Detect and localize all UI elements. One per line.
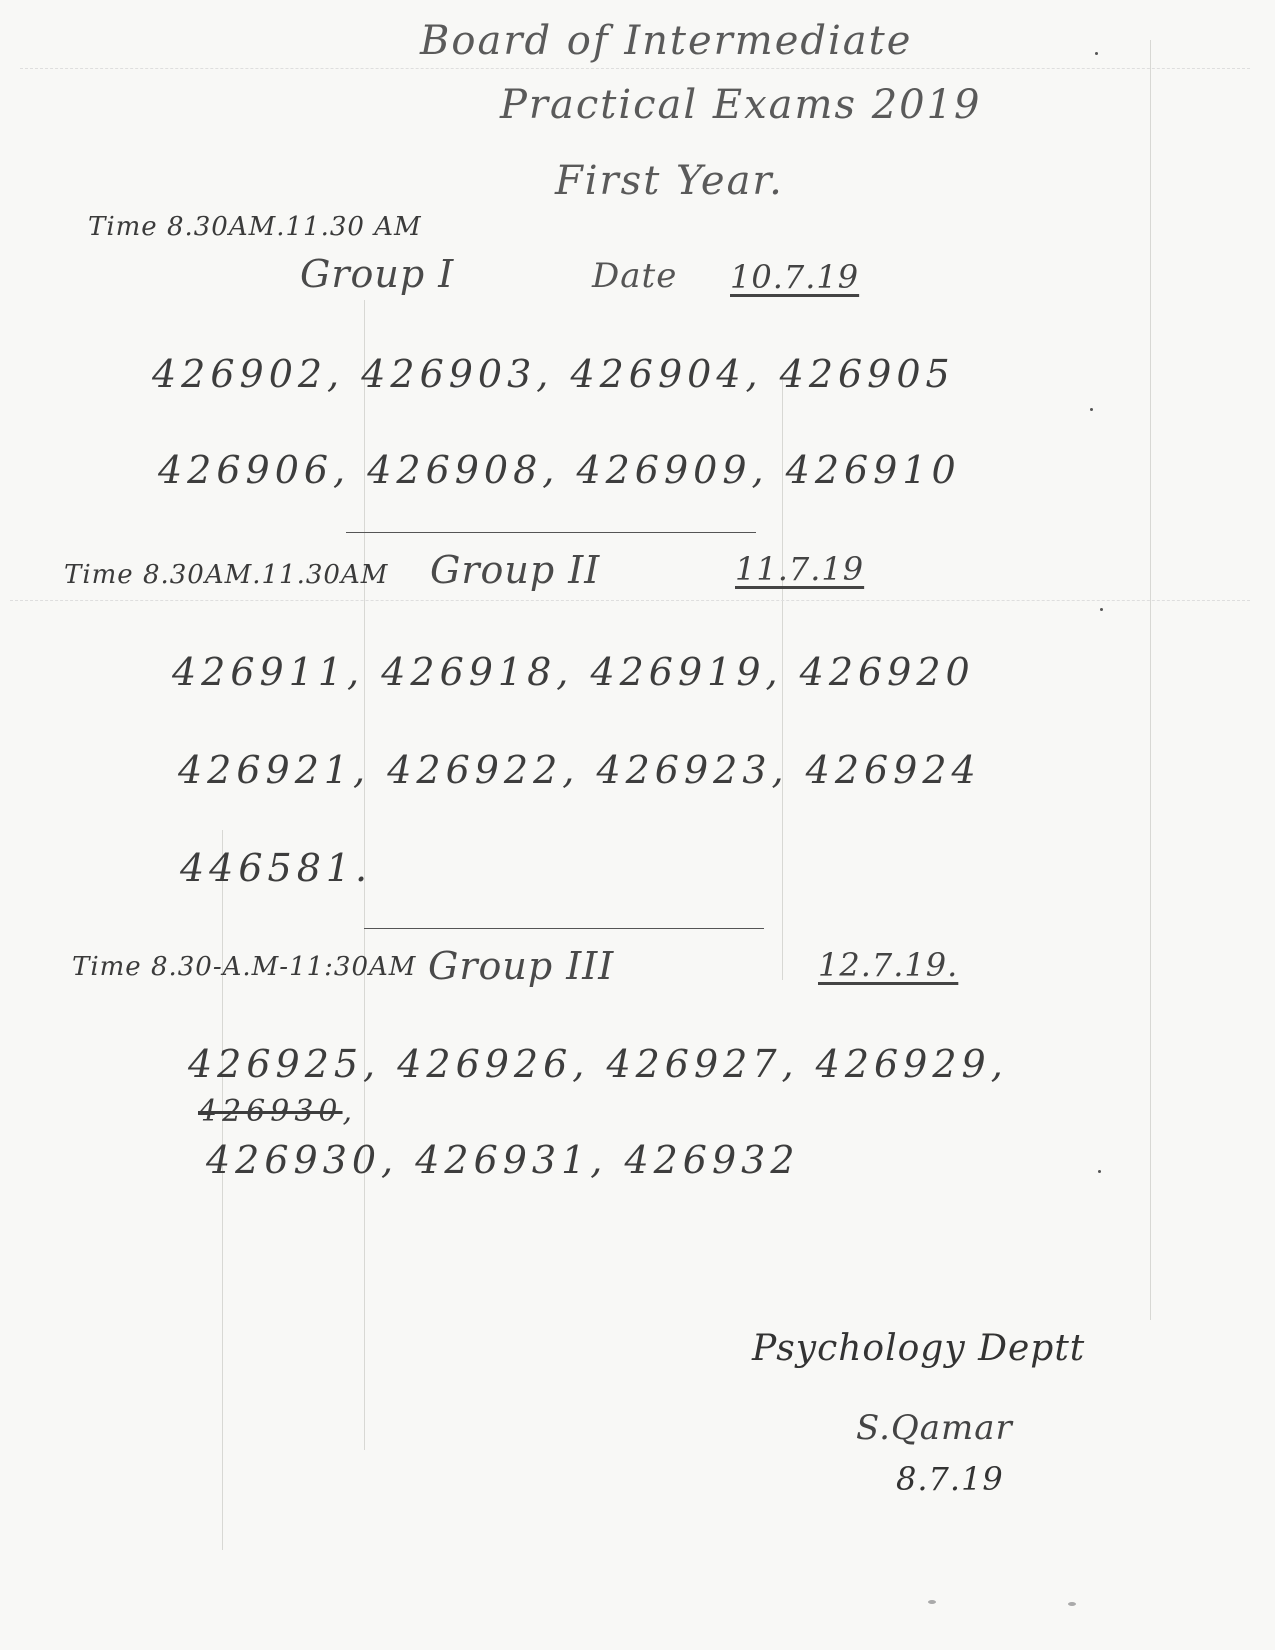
group-2-row-1: 426911, 426918, 426919, 426920	[172, 650, 975, 694]
struck-entry: 426930	[198, 1094, 343, 1129]
group-1-row-2: 426906, 426908, 426909, 426910	[158, 448, 961, 492]
scan-speck	[1098, 1170, 1101, 1173]
group-1-name: Group I	[300, 252, 455, 296]
group-1-row-1: 426902, 426903, 426904, 426905	[152, 352, 955, 396]
group-2-row-3: 446581.	[180, 846, 373, 890]
group-3-time: Time 8.30-A.M-11:30AM	[72, 952, 417, 982]
section-divider	[346, 532, 756, 533]
section-divider	[364, 928, 764, 929]
signature-name: S.Qamar	[856, 1408, 1013, 1448]
struck-entry-comma: ,	[342, 1094, 358, 1129]
group-1-date: 10.7.19	[730, 258, 860, 296]
scan-speck	[1095, 52, 1098, 55]
header-line-1: Board of Intermediate	[420, 18, 913, 64]
group-3-row-2: 426930, 426931, 426932	[206, 1138, 800, 1182]
signature-department: Psychology Deptt	[752, 1328, 1086, 1369]
scan-line	[10, 600, 1250, 601]
header-line-3: First Year.	[555, 158, 784, 204]
group-3-date: 12.7.19.	[818, 946, 959, 984]
scan-speck	[1090, 408, 1093, 411]
scan-speck	[1100, 608, 1103, 611]
scan-line	[222, 830, 223, 1550]
group-2-time: Time 8.30AM.11.30AM	[64, 560, 389, 590]
group-3-name: Group III	[428, 944, 615, 988]
scan-line	[20, 68, 1250, 69]
scan-speck	[928, 1600, 936, 1604]
scan-speck	[1068, 1602, 1076, 1606]
group-2-row-2: 426921, 426922, 426923, 426924	[178, 748, 981, 792]
scan-line	[1150, 40, 1151, 1320]
group-1-date-label: Date	[592, 256, 678, 296]
group-2-date: 11.7.19	[735, 550, 865, 588]
group-3-row-1: 426925, 426926, 426927, 426929,	[188, 1042, 1008, 1086]
header-line-2: Practical Exams 2019	[500, 82, 982, 128]
group-2-name: Group II	[430, 548, 601, 592]
group-3-struck-row	[198, 1094, 357, 1129]
group-1-time: Time 8.30AM.11.30 AM	[88, 212, 422, 242]
signature-date: 8.7.19	[896, 1460, 1004, 1498]
